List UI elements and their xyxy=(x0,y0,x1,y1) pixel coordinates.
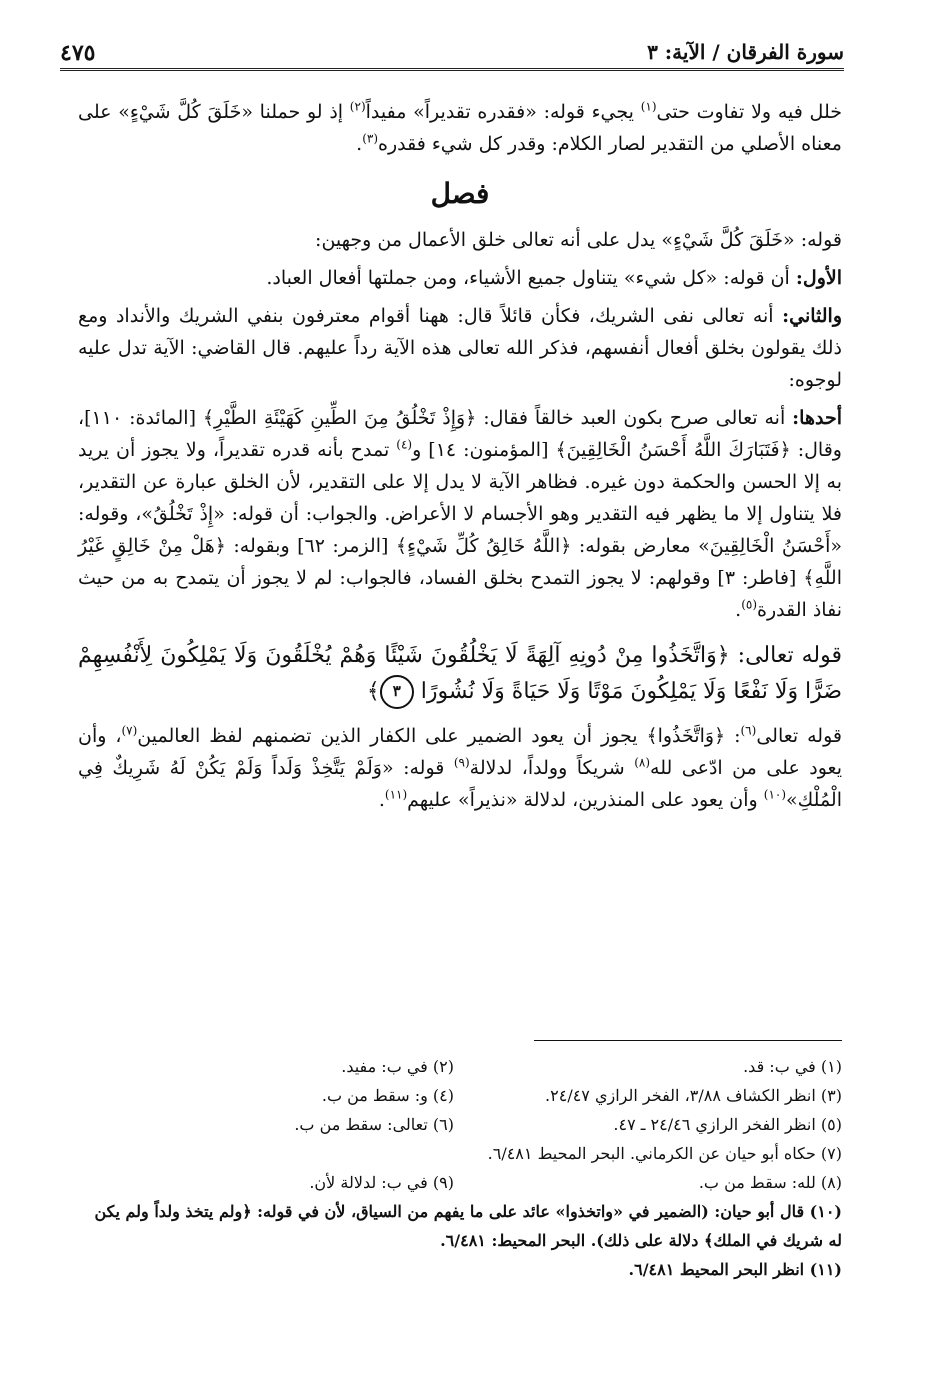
footnote-6: (٦) تعالى: سقط من ب. xyxy=(294,1115,454,1134)
footnote-11: (١١) انظر البحر المحيط ٦/٤٨١. xyxy=(628,1260,842,1279)
footnote-9: (٩) في ب: لدلالة لأن. xyxy=(309,1173,454,1192)
lead-word: والثاني: xyxy=(782,305,842,327)
footnote-ref-8: (٨) xyxy=(634,755,651,770)
header-title: سورة الفرقان / الآية: ٣ xyxy=(647,40,844,64)
footnote-1: (١) في ب: قد. xyxy=(743,1057,842,1076)
lead-word: الأول: xyxy=(795,267,842,289)
text-span: إذ لو حملنا «خَلَقَ كُلَّ شَيْءٍ» على معناه الأصلي من التقدير لصار الكلام: وقدر كل شيء فقدره xyxy=(78,101,842,155)
text-span: . xyxy=(735,599,742,621)
paragraph-6 xyxy=(78,720,842,816)
footnote-ref-10: (١٠) xyxy=(763,787,787,802)
footnote-row xyxy=(78,1168,842,1197)
footnote-7: (٧) حكاه أبو حيان عن الكرماني. البحر المحيط ٦/٤٨١. xyxy=(487,1144,842,1163)
text-span: تمدح بأنه قدره تقديراً، ولا يجوز أن يريد به إلا الحسن والحكمة دون غيره. فظاهر الآية لا يدل إلا على التقدير، لأن الخلق عبارة عن التقدير، فلا يتناول إلا ما يظهر فيه التقدير وهو الأجسام لا الأعراض. والجواب: أن قوله: «إِذْ تَخْلُقُ»، وقوله: «أَحْسَنُ الْخَالِقِينَ» معارض بقوله: ﴿اللَّهُ خَالِقُ كُلِّ شَيْءٍ﴾ [الزمر: ٦٢] وبقوله: ﴿هَلْ مِنْ خَالِقٍ غَيْرُ اللَّهِ﴾ [فاطر: ٣] وقولهم: لا يجوز التمدح بخلق الفساد، فالجواب: لم لا يجوز أن يتمدح به من حيث نفاذ القدرة xyxy=(78,439,842,621)
text-span: أنه تعالى نفى الشريك، فكأن قائلاً قال: ههنا أقوام معترفون بنفي الشريك والأنداد ومع ذلك يقولون بخلق أفعال أنفسهم، فذكر الله تعالى هذه الآية رداً عليهم. قال القاضي: الآية تدل عليه لوجوه: xyxy=(78,305,842,391)
text-span: . xyxy=(378,789,385,811)
page-number: ٤٧٥ xyxy=(60,40,96,66)
footnote-ref-1: (١) xyxy=(640,99,657,114)
footnote-10: (١٠) قال أبو حيان: (الضمير في «واتخذوا» عائد على ما يفهم من السياق، لأن في قوله: ﴿ولم يتخذ ولداً ولم يكن له شريك في الملك﴾ دلالة على ذلك). البحر المحيط: ٦/٤٨١. xyxy=(94,1202,842,1250)
text-span: : ﴿وَاتَّخَذُوا﴾ يجوز أن يعود الضمير على الكفار الذين تضمنهم لفظ العالمين xyxy=(137,725,741,747)
running-header xyxy=(60,34,844,71)
footnote-ref-6: (٦) xyxy=(740,723,757,738)
footnote-row xyxy=(78,1052,842,1081)
text-span: قوله تعالى xyxy=(756,725,842,747)
footnote-divider xyxy=(534,1040,842,1041)
footnote-4: (٤) و: سقط من ب. xyxy=(321,1086,454,1105)
paragraph-3 xyxy=(78,262,842,294)
text-span: وأن يعود على المنذرين، لدلالة «نذيراً» عليهم xyxy=(407,789,764,811)
footnote-ref-5: (٥) xyxy=(741,597,758,612)
quran-verse xyxy=(78,638,842,710)
footnote-ref-9: (٩) xyxy=(453,755,470,770)
footnote-ref-11: (١١) xyxy=(384,787,408,802)
section-title: فصل xyxy=(430,177,490,210)
footnote-8: (٨) لله: سقط من ب. xyxy=(698,1173,842,1192)
text-span: . xyxy=(356,133,363,155)
text-span: ، وأن يعود على من ادّعى لله xyxy=(78,725,842,779)
paragraph-2: قوله: «خَلَقَ كُلَّ شَيْءٍ» يدل على أنه تعالى خلق الأعمال من وجهين: xyxy=(315,229,842,251)
footnote-5: (٥) انظر الفخر الرازي ٢٤/٤٦ ـ ٤٧. xyxy=(613,1115,842,1134)
ayah-number-marker: ٣ xyxy=(380,675,414,709)
paragraph-4 xyxy=(78,300,842,396)
footnote-row xyxy=(78,1081,842,1110)
footnote-ref-7: (٧) xyxy=(121,723,138,738)
lead-word: أحدها: xyxy=(792,407,842,429)
text-span: يجيء قوله: «فقدره تقديراً» مفيداً xyxy=(365,101,641,123)
footnote-row xyxy=(78,1110,842,1139)
footnotes xyxy=(78,1052,842,1284)
text-span: شريكاً وولداً، لدلالة xyxy=(469,757,635,779)
footnote-ref-3: (٣) xyxy=(362,131,379,146)
verse-intro: قوله تعالى: xyxy=(729,643,842,668)
footnote-ref-4: (٤) xyxy=(396,437,413,452)
footnote-2: (٢) في ب: مفيد. xyxy=(341,1057,454,1076)
text-span: خلل فيه ولا تفاوت حتى xyxy=(656,101,842,123)
main-text xyxy=(78,96,842,822)
text-span: أن قوله: «كل شيء» يتناول جميع الأشياء، ومن جملتها أفعال العباد. xyxy=(266,267,796,289)
text-span: قوله: «وَلَمْ يَتَّخِذْ وَلَداً وَلَمْ يَكُنْ لَهُ شَرِيكٌ فِي الْمُلْكِ» xyxy=(78,757,842,811)
paragraph-1 xyxy=(78,96,842,160)
verse-text: ﴿وَاتَّخَذُوا مِنْ دُونِهِ آلِهَةً لَا يَخْلُقُونَ شَيْئًا وَهُمْ يُخْلَقُونَ وَلَا يَمْلِكُونَ لِأَنْفُسِهِمْ ضَرًّا وَلَا نَفْعًا وَلَا يَمْلِكُونَ مَوْتًا وَلَا حَيَاةً وَلَا نُشُورًا xyxy=(78,643,842,704)
footnote-3: (٣) انظر الكشاف ٣/٨٨، الفخر الرازي ٢٤/٤٧. xyxy=(545,1086,842,1105)
text-span: أنه تعالى صرح بكون العبد خالقاً فقال: ﴿وَإِذْ تَخْلُقُ مِنَ الطِّينِ كَهَيْئَةِ الطَّيْرِ﴾ [المائدة: ١١٠]، وقال: ﴿فَتَبَارَكَ اللَّهُ أَحْسَنُ الْخَالِقِينَ﴾ [المؤمنون: ١٤] و xyxy=(78,407,842,461)
verse-close-bracket: ﴾ xyxy=(366,679,380,704)
footnote-ref-2: (٢) xyxy=(349,99,366,114)
paragraph-5 xyxy=(78,402,842,626)
